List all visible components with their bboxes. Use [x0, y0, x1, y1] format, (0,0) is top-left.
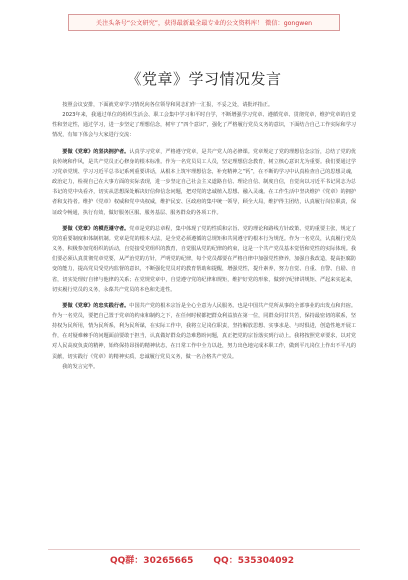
section-3-heading: 要做《党章》的忠实践行者。 [62, 302, 130, 309]
paragraph-section-2 [52, 224, 356, 295]
qq-group-number: QQ群：30265665 [110, 556, 194, 566]
document-title: 《党章》学习情况发言 [126, 70, 282, 88]
section-1-heading: 要做《党章》的坚决拥护者。 [62, 148, 130, 155]
paragraph-closing: 我的发言完毕。 [62, 363, 99, 370]
footer-divider [48, 549, 360, 550]
paragraph-section-1 [52, 147, 356, 218]
section-2-heading: 要做《党章》的模范遵守者。 [62, 225, 130, 232]
footer-contact [110, 553, 294, 566]
promo-banner [68, 14, 340, 31]
paragraph-overview: 2023年来，我通过单位的组织生活会、职工会集中学习和平时自学，不断增强学习党章、遵循党章、贯彻党章，维护党章的自觉性和坚定性，通过学习，进一步坚定了理想信念，树牢了“四个意识”，强化了严格履行党员义务的意识，下面结合自己工作实际和学习情况，有如下体会与大家进行交流： [52, 112, 356, 139]
section-3-text: 中国共产党的根本宗旨是全心全意为人民服务。也是中国共产党所从事的全部事业的出发点和归宿。作为一名党员，要把自己置于党章的约束和制约之下，在任何时候都把群众利益放在第一位，同群众同甘共苦，保持最密切的联系，坚持权为民所用，情为民所系，利为民所谋，在实际工作中，我将立足岗位职责，坚持解放思想、实事求是、与时俱进，创造性地开展工作，在对疑难棘手的问题面前要敢于担当，认真做好群众的急难愁盼问题，真正把党的宗旨落实到行动上。我将按照党章要求，以对党对人民高度负责的精神，始终保持昂扬的精神状态，在日常工作中全力以赴，努力出色地完成本职工作，做到平凡岗位上作出不平凡的贡献，切实践行《党章》的精神实质，忠诚履行党员义务，做一名合格共产党员。 [52, 302, 357, 360]
promo-banner-text: 关注头条号“公文研究”，获得最新最全最专业的公文资料库！ 微信：gongwen [95, 20, 313, 27]
section-2-text: 党章是党的总章程，集中体现了党的性质和宗旨、党的理论和路线方针政策、党的重要主张，规定了党的重要制度和体制机制。党章是党的根本大法，是全党必须遵循的总规矩和共同遵守的根本行为规范。作为一名党员，认真履行党员义务，积极参加党组织的活动，自觉接受党组织的教育，自觉服从党的纪律的约束，这是一个共产党员基本觉悟和党性的实际体现。我们要必须认真贯彻党章党要，从严治党的方针，严明党的纪律，每个党员都要在严格自律中加强党性修养，加强自我改造，提高拒腐防变的能力，提高党员受党内监督的意识，不断强化党员对的教育帮助和提醒，增强党性，提升素养，努力自觉、自重、自警、自励、自省，切实处理好自律与他律的关系；在党规党章中，自觉遵守党的纪律和规矩，维护好党的形象，做到守纪律讲规矩、严起来实起来，切实履行党员的义务，永葆共产党员的本色和先进性。 [52, 225, 357, 293]
paragraph-section-3 [52, 301, 356, 362]
document-body [52, 100, 356, 372]
qq-number: QQ：535304092 [213, 556, 295, 566]
section-1-text: 认真学习党章，严格遵守党章，是共产党人的必修课。党章规定了党的理想信念宗旨，总结了党的优良传统和作风，是共产党员正心修身的根本标准。作为一名党员员工人员，坚定理想信念教育，树立核心意识尤为重要。我们要通过学习党章党规、学习习近平总书记系列重要讲话，从根本上筑牢理想信念，补充精神之“钙”，在不断的学习中认真检查自己的思想灵魂，政治定力，检视自己在大事方面的实际表现，进一步坚定自己社会主义道路自信、理论自信、制度自信，自觉向以习近平书记同志为总书记的党中央看齐，切实从思想深处解决好信仰信念问题，把对党的忠诚植入思想、融入灵魂。在工作生活中坚决维护《党章》的拥护者和支持者。维护《党章》权威和党中央权威，维护民安、区政府的集中统一领导，顾全大局，维护得主团结，认真履行岗位职责，保证政令畅通，执行有效，做好服务区服、服务基层、服务群众的各项工作。 [52, 148, 357, 216]
paragraph-intro: 按照会议安排，下面就党章学习情况向各位领导和同志们作一汇报，不妥之处，请批评指正。 [62, 102, 274, 108]
